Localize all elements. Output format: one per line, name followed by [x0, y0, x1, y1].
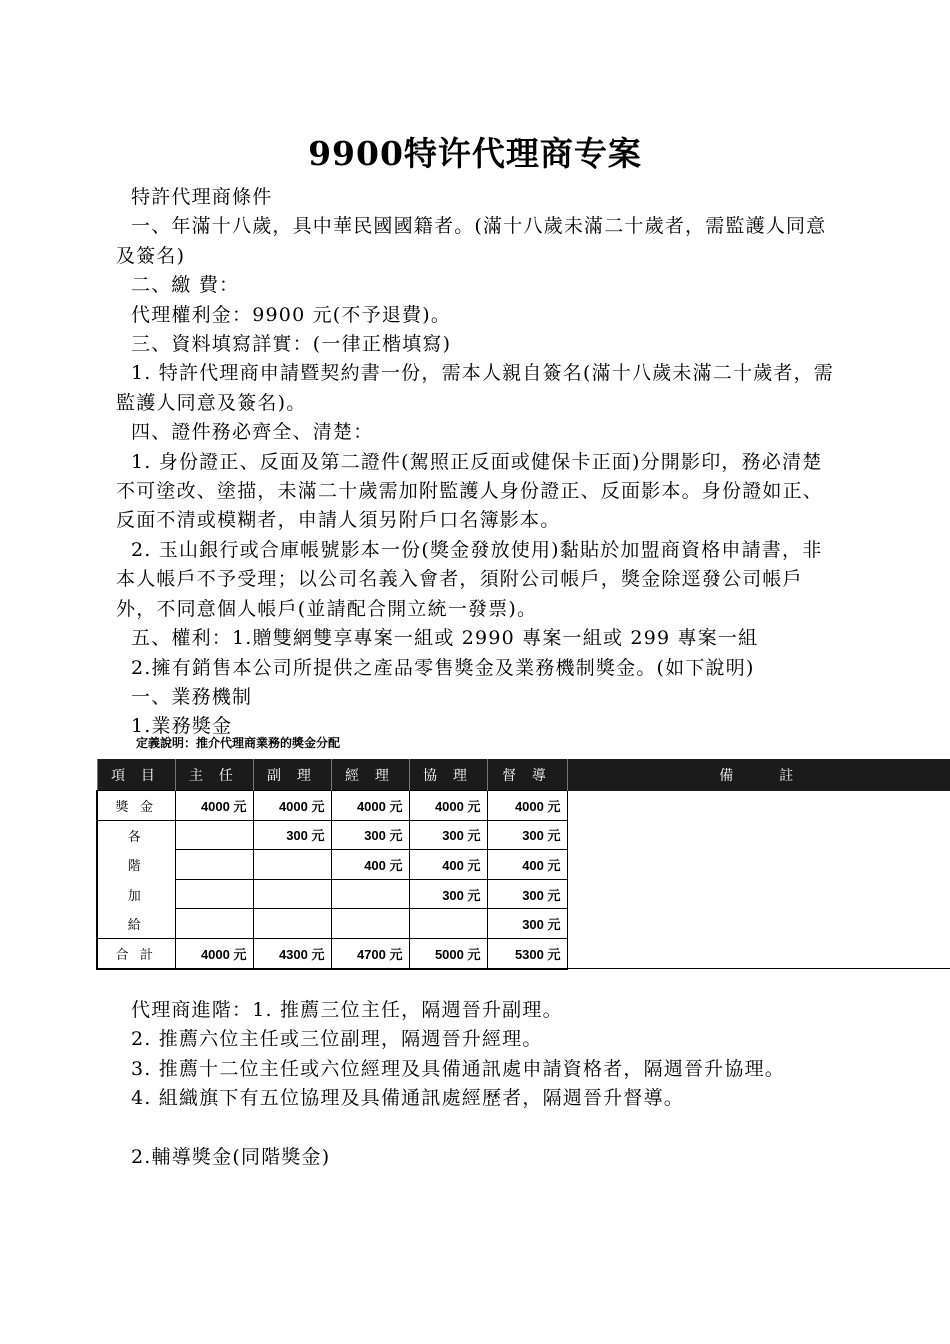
- paragraph: 一、業務機制: [131, 685, 253, 708]
- table-cell: [175, 820, 253, 850]
- table-cell: 5000 元: [409, 938, 487, 968]
- table-cell: 300 元: [487, 820, 567, 850]
- body-section-1: [116, 183, 841, 742]
- table-cell: 300 元: [487, 909, 567, 939]
- header-deputy-manager: 副 理: [253, 759, 331, 791]
- table-cell: [253, 850, 331, 880]
- header-item: 項 目: [97, 759, 175, 791]
- paragraph: 1. 身份證正、反面及第二證件(駕照正反面或健保卡正面)分開影印，務必清楚不可塗改、塗描，未滿二十歲需加附監護人身份證正、反面影本。身份證如正、反面不清或模糊者，申請人須另附戶口名簿影本。: [116, 450, 824, 532]
- table-header-row: [97, 759, 950, 791]
- paragraph: 2. 推薦六位主任或三位副理，隔週晉升經理。: [131, 1028, 543, 1051]
- paragraph: 3. 推薦十二位主任或六位經理及具備通訊處申請資格者，隔週晉升協理。: [131, 1057, 785, 1080]
- table-cell: 400 元: [487, 850, 567, 880]
- table-cell: [331, 879, 409, 909]
- paragraph: 代理權利金：9900 元(不予退費)。: [131, 303, 452, 326]
- table-cell: 4000 元: [175, 791, 253, 821]
- table-cell: [175, 850, 253, 880]
- paragraph: 五、權利：1.贈雙網雙享專案一組或 2990 專案一組或 299 專案一組: [131, 627, 759, 650]
- table-cell: [253, 879, 331, 909]
- table-cell: 4000 元: [409, 791, 487, 821]
- row-label-bonus: 獎 金: [97, 791, 175, 821]
- paragraph: 1.業務獎金: [131, 715, 233, 738]
- blank-line: [116, 1114, 841, 1143]
- table-cell: 300 元: [409, 879, 487, 909]
- header-supervisor: 督 導: [487, 759, 567, 791]
- table-cell: 5300 元: [487, 938, 567, 968]
- paragraph: 三、資料填寫詳實：(一律正楷填寫): [131, 333, 452, 356]
- paragraph: 特許代理商條件: [131, 186, 273, 208]
- table-cell: [331, 909, 409, 939]
- table-row: [97, 791, 950, 821]
- table-cell: [409, 909, 487, 939]
- paragraph: 2.輔導獎金(同階獎金): [131, 1146, 331, 1169]
- table-cell: 400 元: [331, 850, 409, 880]
- header-remarks: 備 註: [567, 759, 950, 791]
- table-cell: 300 元: [409, 820, 487, 850]
- table-cell: 4000 元: [253, 791, 331, 821]
- header-director: 主 任: [175, 759, 253, 791]
- document-title: 9900特许代理商专案: [308, 134, 642, 173]
- table-cell: 4000 元: [487, 791, 567, 821]
- header-manager: 經 理: [331, 759, 409, 791]
- paragraph: 一、年滿十八歲，具中華民國國籍者。(滿十八歲未滿二十歲者，需監護人同意及簽名): [116, 215, 827, 267]
- body-section-2: [116, 996, 841, 1172]
- paragraph: 2.擁有銷售本公司所提供之產品零售獎金及業務機制獎金。(如下說明): [131, 656, 755, 679]
- table-cell: 300 元: [253, 820, 331, 850]
- table-cell: [175, 909, 253, 939]
- table-cell: 4000 元: [331, 791, 409, 821]
- paragraph: 4. 組織旗下有五位協理及具備通訊處經歷者，隔週晉升督導。: [131, 1087, 684, 1110]
- table-cell: 400 元: [409, 850, 487, 880]
- row-label-char: 加: [97, 879, 175, 909]
- bonus-table: [96, 759, 950, 970]
- table-caption: 定義說明：推介代理商業務的獎金分配: [136, 736, 341, 750]
- paragraph: 2. 玉山銀行或合庫帳號影本一份(獎金發放使用)黏貼於加盟商資格申請書，非本人帳戶不予受理；以公司名義入會者，須附公司帳戶，獎金除逕發公司帳戶外，不同意個人帳戶(並請配合開立統一發票)。: [116, 538, 823, 620]
- table-cell: 4000 元: [175, 938, 253, 968]
- table-cell: 4300 元: [253, 938, 331, 968]
- table-cell: 300 元: [487, 879, 567, 909]
- row-label-total: 合 計: [97, 938, 175, 968]
- row-label-char: 各: [97, 820, 175, 850]
- paragraph: 代理商進階：1. 推薦三位主任，隔週晉升副理。: [131, 999, 563, 1021]
- paragraph: 四、證件務必齊全、清楚：: [131, 421, 374, 444]
- header-associate-manager: 協 理: [409, 759, 487, 791]
- paragraph: 1. 特許代理商申請暨契約書一份，需本人親自簽名(滿十八歲未滿二十歲者，需監護人同意及簽名)。: [116, 362, 834, 414]
- table-cell: [175, 879, 253, 909]
- table-cell: 300 元: [331, 820, 409, 850]
- table-cell: 4700 元: [331, 938, 409, 968]
- row-label-char: 給: [97, 909, 175, 939]
- paragraph: 二、繳 費：: [131, 274, 240, 297]
- row-label-char: 階: [97, 850, 175, 880]
- remarks-cell: [567, 791, 950, 969]
- table-cell: [253, 909, 331, 939]
